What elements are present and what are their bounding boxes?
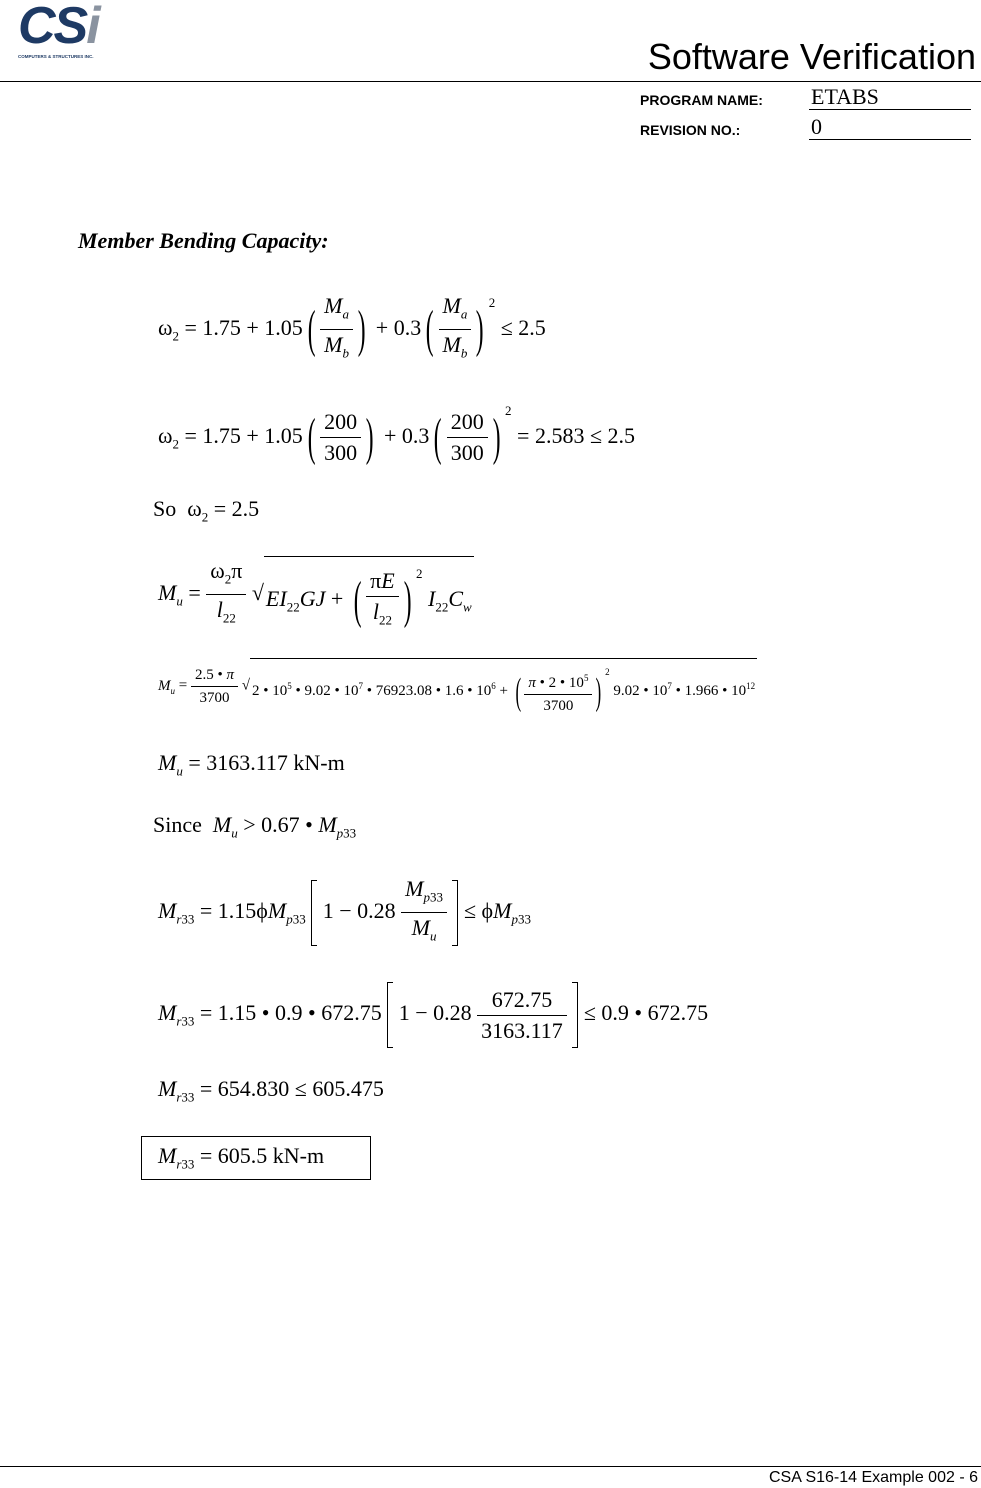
program-name-value: ETABS	[809, 85, 971, 110]
logo-letter-i: i	[86, 0, 99, 55]
csi-logo	[18, 2, 110, 66]
omega2-substituted: $\omega_2 = 1.75 + 1.05$( $\frac{200}{300}$ ) + 0.3( $\frac{200}{300}$ ) $^2$ = 2.583 ≤ 2.5	[158, 403, 636, 466]
final-result: $M_{r33} = 605.5$ kN-m	[158, 1143, 325, 1172]
revision-label: REVISION NO.:	[640, 122, 741, 138]
mr33-result: $M_{r33} = 654.830 \le 605.475$	[158, 1076, 384, 1105]
page-title: Software Verification	[647, 36, 976, 77]
mu-formula: $M_u$ = $\frac{\omega_2\pi}{l_{22}}$ $√EI_{22}GJ$ + ( $\frac{\pi E}{l_{22}}$ ) $^2$ $I_{22}C_w$	[158, 556, 474, 634]
final-value: = 605.5 kN-m	[199, 1143, 325, 1168]
omega2-value: = 2.5	[213, 496, 260, 521]
mu-substituted: $M_u$ = $\frac{2.5 • \pi}{3700}$ √ 2 • $10^5$ • 9.02 • $10^7$ • 76923.08 • 1.6 • $10^6$ + ( $\frac{\pi • 2 • 10^5}{3700}$ ) $^2$ 9.02 • $10^7$ • 1.966 • $10^{12}$	[158, 658, 757, 715]
final-result-box	[141, 1136, 371, 1180]
mr33-substituted: $M_{r33} = 1.15$ • 0.9 • 672.75 1 − 0.28 $\frac{672.75}{3163.117}$ ≤ 0.9 • 672.75	[158, 982, 708, 1048]
omega2-conclusion: So $\omega_2 = 2.5$	[153, 496, 260, 525]
header-divider	[0, 81, 981, 82]
since-condition: Since $M_u > 0.67$ • $M_{p33}$	[153, 812, 357, 841]
footer-doc-ref: CSA S16-14 Example 002 - 6	[768, 1469, 978, 1486]
footer-divider	[0, 1466, 981, 1467]
mr33-formula: $M_{r33} = 1.15\phi M_{p33}$ 1 − 0.28 $\frac{M_{p33}}{M_u}$ ≤ $\phi M_{p33}$	[158, 876, 531, 950]
program-name-label: PROGRAM NAME:	[640, 92, 763, 108]
logo-subtitle: COMPUTERS & STRUCTURES INC.	[18, 54, 94, 59]
section-title: Member Bending Capacity:	[78, 228, 329, 253]
mu-value: = 3163.117 kN-m	[188, 750, 345, 775]
so-text: So	[153, 496, 177, 521]
revision-value: 0	[809, 115, 971, 140]
omega2-formula: $\omega_2 = 1.75 + 1.05$( $\frac{M_a}{M_b}$ ) + 0.3( $\frac{M_a}{M_b}$ ) $^2$ ≤ 2.5	[158, 293, 546, 361]
mu-result: $M_u = 3163.117$ kN-m	[158, 750, 345, 779]
mr33-result-value: = 654.830 ≤ 605.475	[199, 1076, 384, 1101]
logo-letters-cs: CS	[18, 0, 87, 55]
since-text: Since	[153, 812, 202, 837]
